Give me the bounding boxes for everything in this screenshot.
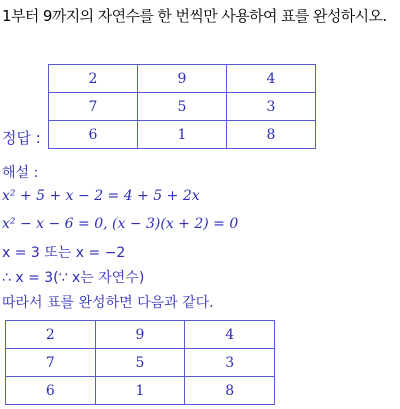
table-cell: 9 bbox=[138, 65, 227, 93]
solution-line-1: x² + 5 + x − 2 = 4 + 5 + 2x bbox=[2, 188, 200, 204]
table-row bbox=[6, 377, 275, 405]
solution-heading: 해설 : bbox=[2, 165, 39, 181]
answer-label: 정답 : bbox=[2, 129, 41, 147]
table-cell: 7 bbox=[49, 93, 138, 121]
table-cell: 2 bbox=[6, 321, 96, 349]
table-cell: 3 bbox=[185, 349, 275, 377]
table-row bbox=[6, 321, 275, 349]
table-row bbox=[49, 121, 316, 149]
answer-table bbox=[48, 64, 316, 149]
table-cell: 4 bbox=[185, 321, 275, 349]
table-cell: 5 bbox=[95, 349, 185, 377]
final-table bbox=[5, 320, 275, 405]
table-cell: 6 bbox=[6, 377, 96, 405]
table-cell: 8 bbox=[227, 121, 316, 149]
table-cell: 8 bbox=[185, 377, 275, 405]
table-cell: 1 bbox=[95, 377, 185, 405]
table-row bbox=[49, 65, 316, 93]
question-text: 1부터 9까지의 자연수를 한 번씩만 사용하여 표를 완성하시오. bbox=[2, 7, 387, 25]
solution-line-5: 따라서 표를 완성하면 다음과 같다. bbox=[2, 295, 214, 311]
table-cell: 3 bbox=[227, 93, 316, 121]
table-cell: 5 bbox=[138, 93, 227, 121]
solution-line-4: ∴ x = 3(∵ x는 자연수) bbox=[2, 270, 145, 286]
table-cell: 6 bbox=[49, 121, 138, 149]
table-row bbox=[6, 349, 275, 377]
table-cell: 2 bbox=[49, 65, 138, 93]
table-cell: 4 bbox=[227, 65, 316, 93]
table-cell: 7 bbox=[6, 349, 96, 377]
table-row bbox=[49, 93, 316, 121]
solution-line-3: x = 3 또는 x = −2 bbox=[2, 245, 126, 261]
table-cell: 9 bbox=[95, 321, 185, 349]
solution-line-2: x² − x − 6 = 0, (x − 3)(x + 2) = 0 bbox=[2, 216, 239, 232]
table-cell: 1 bbox=[138, 121, 227, 149]
